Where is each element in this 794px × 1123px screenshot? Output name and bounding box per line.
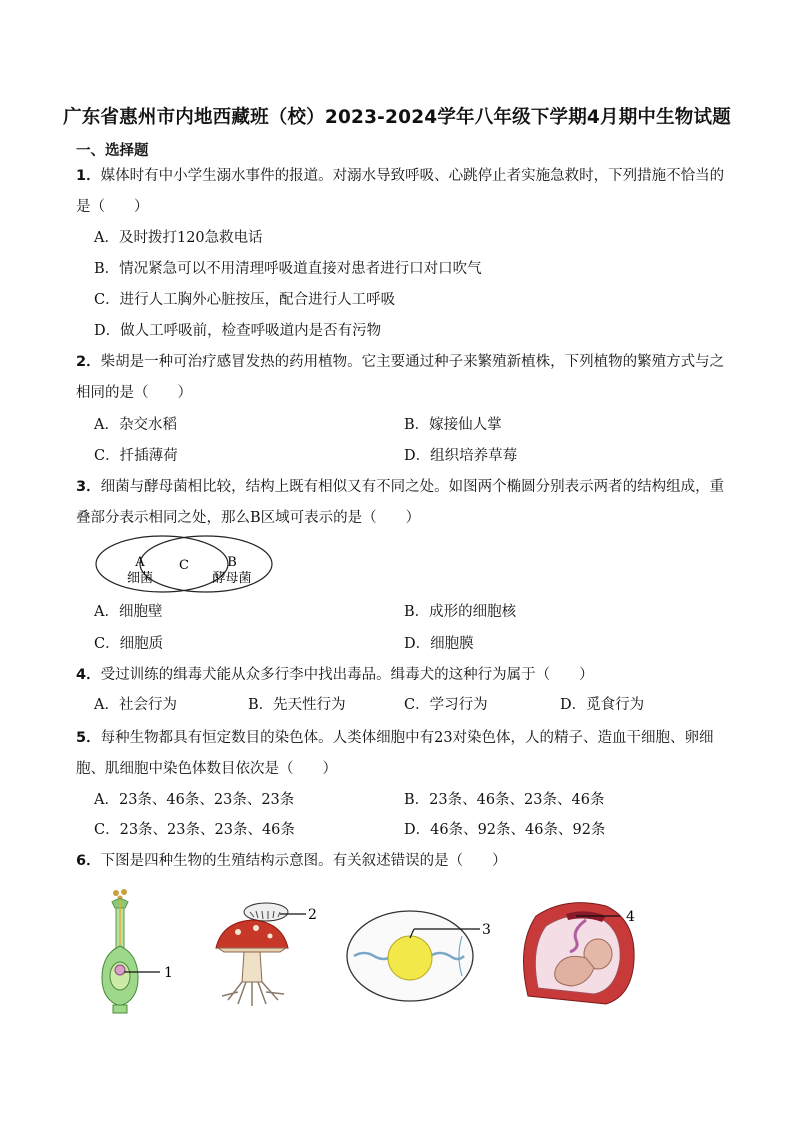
pollen-grain <box>113 890 119 896</box>
option-3c: C．细胞质 <box>94 636 164 652</box>
option-4b: B．先天性行为 <box>248 697 346 713</box>
venn-label-yeast: 酵母菌 <box>212 571 252 586</box>
option-4d: D．觅食行为 <box>560 697 645 713</box>
option-1b: B．情况紧急可以不用清理呼吸道直接对患者进行口对口吹气 <box>94 261 482 277</box>
yeast-ellipse <box>140 536 272 592</box>
mycelium <box>222 982 284 1006</box>
option-2d: D．组织培养草莓 <box>404 448 518 464</box>
question-3 <box>76 472 726 534</box>
mushroom-gills <box>218 948 286 952</box>
figure-label-1: 1 <box>164 965 173 981</box>
section-heading: 一、选择题 <box>76 143 149 159</box>
question-number: 3． <box>76 479 101 495</box>
venn-label-bacteria: 细菌 <box>126 571 154 586</box>
bacteria-ellipse <box>96 536 228 592</box>
option-2c: C．扦插薄荷 <box>94 448 178 464</box>
option-1d: D．做人工呼吸前，检查呼吸道内是否有污物 <box>94 323 382 339</box>
egg-figure <box>344 906 494 1006</box>
mushroom-cap <box>216 920 288 948</box>
figure-label-4: 4 <box>626 909 635 925</box>
venn-diagram <box>94 534 274 596</box>
figure-label-2: 2 <box>308 907 317 923</box>
option-4c: C．学习行为 <box>404 697 488 713</box>
option-1c: C．进行人工胸外心脏按压，配合进行人工呼吸 <box>94 292 396 308</box>
fetus-figure <box>516 896 666 1008</box>
question-text: 受过训练的缉毒犬能从众多行李中找出毒品。缉毒犬的这种行为属于（ ） <box>100 667 594 683</box>
option-2a: A．杂交水稻 <box>94 417 177 433</box>
question-5 <box>76 723 726 785</box>
venn-label-a: A <box>135 555 145 570</box>
option-2b: B．嫁接仙人掌 <box>404 417 502 433</box>
question-1 <box>76 161 726 223</box>
egg-yolk <box>388 936 432 980</box>
option-3a: A．细胞壁 <box>94 604 163 620</box>
question-text: 下图是四种生物的生殖结构示意图。有关叙述错误的是（ ） <box>100 853 507 869</box>
option-5d: D．46条、92条、46条、92条 <box>404 822 606 838</box>
question-text: 每种生物都具有恒定数目的染色体。人类体细胞中有23对染色体，人的精子、造血干细胞、卵细胞、肌细胞中染色体数目依次是（ ） <box>76 730 714 777</box>
cap-spot <box>268 934 273 939</box>
mushroom-stalk <box>242 952 262 982</box>
figure-label-3: 3 <box>482 922 491 938</box>
question-4 <box>76 660 726 691</box>
page-title: 广东省惠州市内地西藏班（校）2023-2024学年八年级下学期4月期中生物试题 <box>63 107 731 128</box>
option-3d: D．细胞膜 <box>404 636 474 652</box>
egg-cell <box>115 965 125 975</box>
option-5c: C．23条、23条、23条、46条 <box>94 822 295 838</box>
question-text: 柴胡是一种可治疗感冒发热的药用植物。它主要通过种子来繁殖新植株，下列植物的繁殖方式与之相同的是（ ） <box>76 354 725 401</box>
cap-spot <box>235 929 241 935</box>
question-number: 2． <box>76 354 101 370</box>
venn-label-b: B <box>227 555 237 570</box>
question-number: 4． <box>76 667 101 683</box>
option-1a: A．及时拨打120急救电话 <box>94 230 263 246</box>
option-4a: A．社会行为 <box>94 697 177 713</box>
venn-label-c: C <box>179 558 189 573</box>
question-text: 媒体时有中小学生溺水事件的报道。对溺水导致呼吸、心跳停止者实施急救时，下列措施不恰当的是（ ） <box>76 168 725 215</box>
pollen-grain <box>121 889 127 895</box>
option-5a: A．23条、46条、23条、23条 <box>94 792 295 808</box>
option-3b: B．成形的细胞核 <box>404 604 517 620</box>
question-number: 6． <box>76 853 101 869</box>
cap-spot <box>253 925 259 931</box>
question-6 <box>76 846 726 877</box>
question-text: 细菌与酵母菌相比较，结构上既有相似又有不同之处。如图两个椭圆分别表示两者的结构组成，重叠部分表示相同之处，那么B区域可表示的是（ ） <box>76 479 725 526</box>
question-number: 5． <box>76 730 101 746</box>
question-number: 1． <box>76 168 101 184</box>
mushroom-figure <box>208 900 326 1010</box>
option-5b: B．23条、46条、23条、46条 <box>404 792 605 808</box>
pistil-figure <box>98 888 178 1013</box>
receptacle <box>113 1005 127 1013</box>
question-2 <box>76 347 726 409</box>
